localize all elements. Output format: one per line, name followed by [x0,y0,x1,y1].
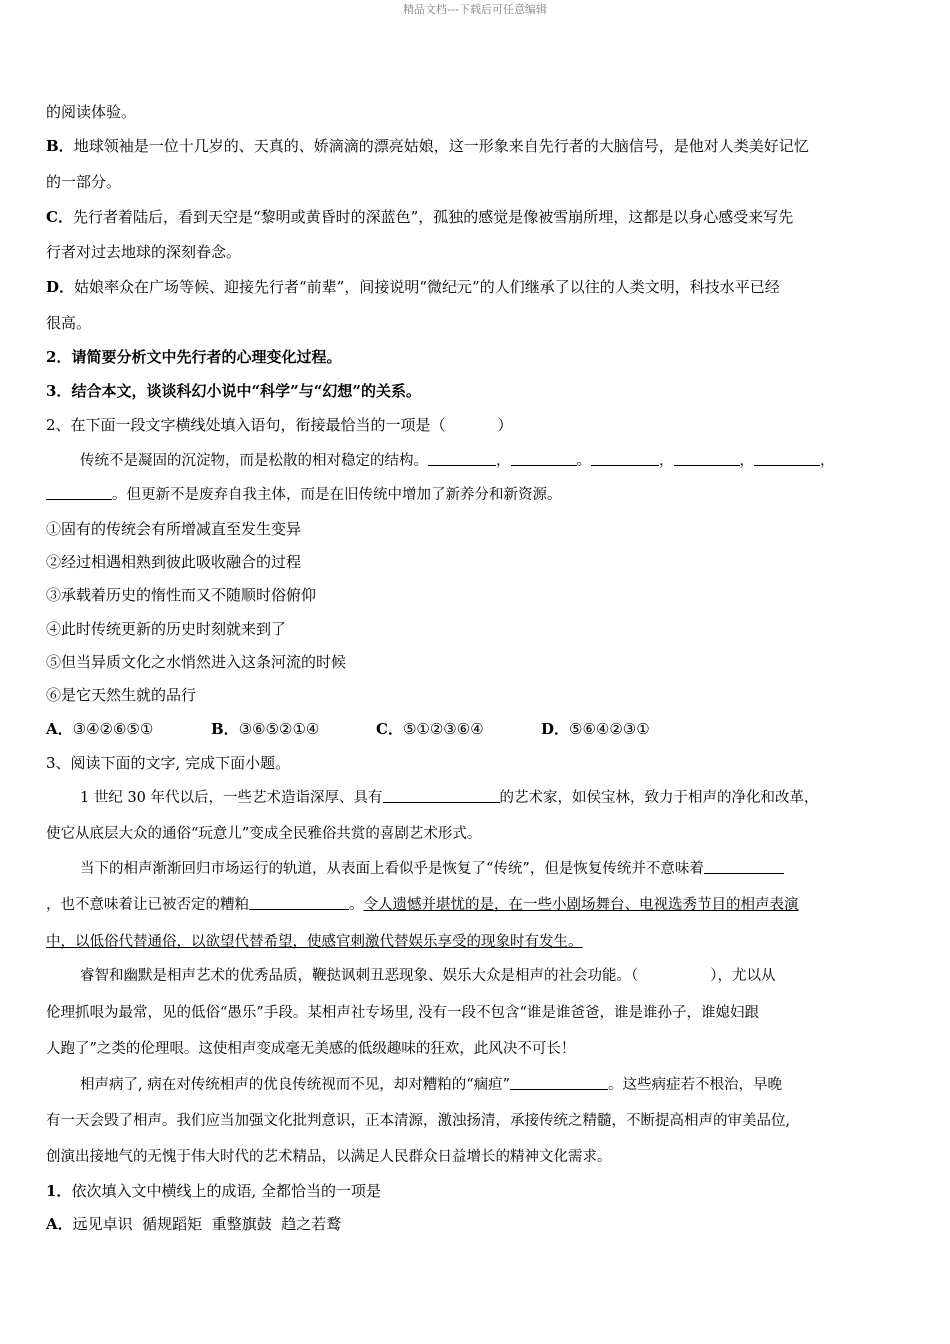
passage-line: 创演出接地气的无愧于伟大时代的艺术精品，以满足人民群众日益增长的精神文化需求。 [46,1149,612,1165]
sentence-item: ⑤但当异质文化之水悄然进入这条河流的时候 [46,653,347,671]
passage-line: 中，以低俗代替通俗，以欲望代替希望，使感官刺激代替娱乐享受的现象时有发生。 [46,934,583,950]
passage-line: 伦理抓哏为最常，见的低俗“愚乐”手段。某相声社专场里, 没有一段不包含“谁是谁爸爸，谁是谁孙子，谁媳妇跟 [46,1005,759,1021]
text-line: 行者对过去地球的深刻眷念。 [46,243,242,261]
passage-line: 相声病了, 病在对传统相声的优良传统视而不见，却对糟粕的“痼疸” 。这些病症若不根治，早晚 [80,1074,908,1096]
fill-blank[interactable] [754,450,820,466]
passage-line: ，也不意味着让已被否定的糟粕 。令人遗憾并堪忧的是，在一些小剧场舞台、电视选秀节目的相声表演 [46,894,908,916]
text-line: 的一部分。 [46,173,122,191]
fill-blank[interactable] [249,894,349,910]
passage-line: 传统不是凝固的沉淀物，而是松散的相对稳定的结构。 ， 。 ， ， ， [80,450,908,472]
passage-line: 1 世纪 30 年代以后，一些艺术造诣深厚、具有 的艺术家，如侯宝林，致力于相声的净化和改革， [80,787,908,809]
fill-blank[interactable] [511,450,577,466]
passage-line: 。但更新不是废弃自我主体，而是在旧传统中增加了新养分和新资源。 [46,484,908,506]
option-a[interactable]: A．③④②⑥⑤① [46,720,154,738]
option-d[interactable]: D．⑤⑥④②③① [541,720,650,738]
question-3-title: 3、阅读下面的文字, 完成下面小题。 [46,754,291,772]
fill-blank[interactable] [383,787,500,803]
option-c[interactable]: C．⑤①②③⑥④ [376,720,484,738]
sentence-item: ④此时传统更新的历史时刻就来到了 [46,620,287,638]
fill-blank[interactable] [674,450,740,466]
passage-line: 有一天会毁了相声。我们应当加强文化批判意识，正本清源，激浊扬清，承接传统之精髓，不断提高相声的审美品位, [46,1113,791,1129]
passage-line: 使它从底层大众的通俗“玩意儿”变成全民雅俗共赏的喜剧艺术形式。 [46,826,482,842]
passage-line: 当下的相声渐渐回归市场运行的轨道，从表面上看似乎是恢复了“传统”，但是恢复传统并不意味着 [80,858,908,880]
option-b-line: B．地球领袖是一位十几岁的、天真的、娇滴滴的漂亮姑娘，这一形象来自先行者的大脑信号，是他对人类美好记忆 [46,137,809,155]
text-line: 很高。 [46,314,92,332]
fill-blank[interactable] [428,450,496,466]
option-a-line[interactable]: A．远见卓识 循规蹈矩 重整旗鼓 趋之若鹜 [46,1215,342,1233]
page-header: 精品文档---下载后可任意编辑 [403,3,547,16]
fill-blank[interactable] [591,450,659,466]
text-line: 的阅读体验。 [46,103,137,121]
option-b[interactable]: B．③⑥⑤②①④ [211,720,320,738]
sentence-item: ⑥是它天然生就的品行 [46,686,197,704]
fill-blank[interactable] [46,484,112,500]
option-d-line: D．姑娘率众在广场等候、迎接先行者“前辈”，间接说明“微纪元”的人们继承了以往的人类文明，科技水平已经 [46,278,780,296]
question-2-title: 2、在下面一段文字横线处填入语句，衔接最恰当的一项是（ ） [46,416,513,434]
fill-blank[interactable] [704,858,784,874]
option-c-line: C．先行者着陆后，看到天空是“黎明或黄昏时的深蓝色”，孤独的感觉是像被雪崩所埋，这都是以身心感受来写先 [46,208,794,226]
sentence-item: ②经过相遇相熟到彼此吸收融合的过程 [46,553,302,571]
question-line: 2．请简要分析文中先行者的心理变化过程。 [46,348,342,366]
question-line: 3．结合本文，谈谈科幻小说中“科学”与“幻想”的关系。 [46,382,421,400]
answer-options [46,718,908,740]
sentence-item: ①固有的传统会有所增减直至发生变异 [46,520,302,538]
fill-blank[interactable] [510,1074,608,1090]
passage-line: 人跑了”之类的伦理哏。这使相声变成毫无美感的低级趣味的狂欢，此风决不可长！ [46,1041,576,1057]
sentence-item: ③承载着历史的惰性而又不随顺时俗俯仰 [46,586,317,604]
passage-line: 睿智和幽默是相声艺术的优秀品质，鞭挞讽刺丑恶现象、娱乐大众是相声的社会功能。（ ），尤以从 [80,968,776,984]
question-line: 1．依次填入文中横线上的成语, 全都恰当的一项是 [46,1182,381,1200]
